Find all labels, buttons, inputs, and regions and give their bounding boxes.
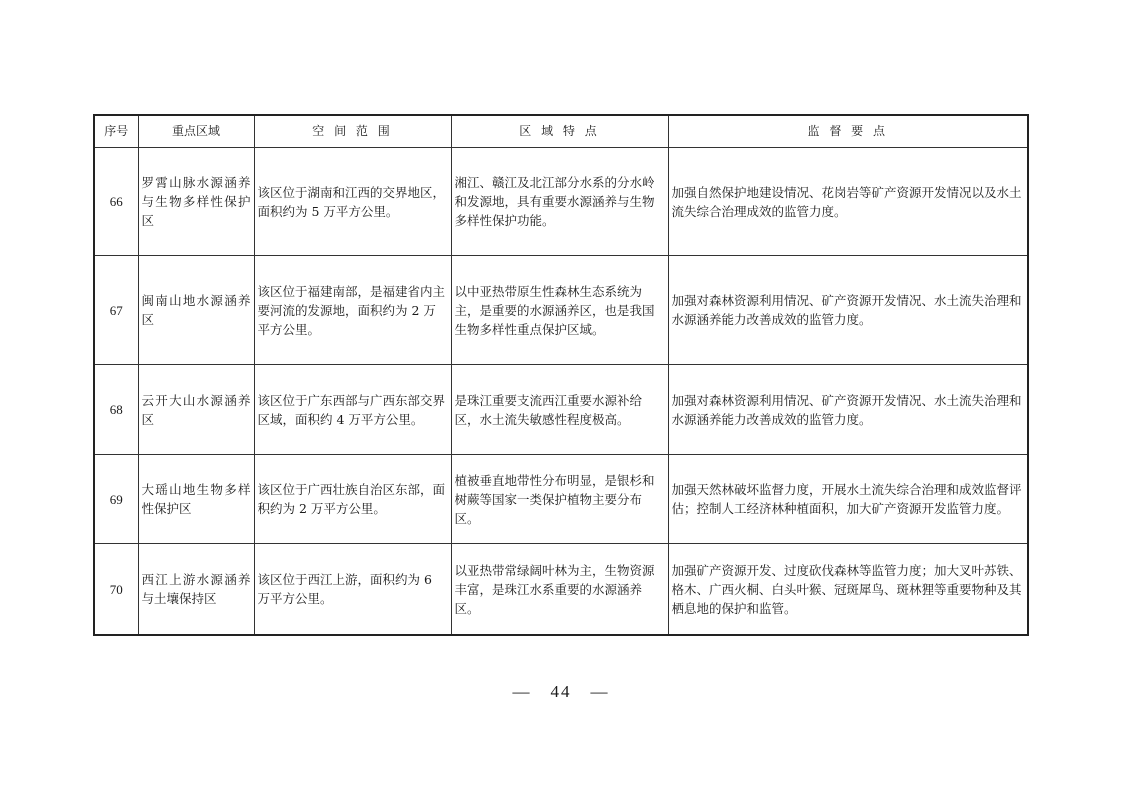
row-region: 闽南山地水源涵养区 [138, 256, 254, 365]
table-row [94, 544, 1028, 636]
row-index: 66 [94, 148, 138, 256]
table-row [94, 365, 1028, 455]
row-index: 67 [94, 256, 138, 365]
row-features: 是珠江重要支流西江重要水源补给区，水土流失敏感性程度极高。 [451, 365, 668, 455]
row-supervision: 加强对森林资源利用情况、矿产资源开发情况、水土流失治理和水源涵养能力改善成效的监管力度。 [668, 256, 1028, 365]
row-index: 68 [94, 365, 138, 455]
row-region: 大瑶山地生物多样性保护区 [138, 455, 254, 544]
row-scope: 该区位于西江上游，面积约为 6 万平方公里。 [254, 544, 451, 636]
row-region: 罗霄山脉水源涵养与生物多样性保护区 [138, 148, 254, 256]
page-number: — 44 — [512, 682, 610, 701]
header-region: 重点区域 [138, 115, 254, 148]
policy-table-container [93, 114, 1027, 636]
row-scope: 该区位于湖南和江西的交界地区，面积约为 5 万平方公里。 [254, 148, 451, 256]
table-row [94, 455, 1028, 544]
row-supervision: 加强自然保护地建设情况、花岗岩等矿产资源开发情况以及水土流失综合治理成效的监管力度。 [668, 148, 1028, 256]
row-index: 70 [94, 544, 138, 636]
row-features: 以亚热带常绿阔叶林为主，生物资源丰富，是珠江水系重要的水源涵养区。 [451, 544, 668, 636]
row-region: 西江上游水源涵养与土壤保持区 [138, 544, 254, 636]
header-supervision: 监 督 要 点 [668, 115, 1028, 148]
row-scope: 该区位于福建南部，是福建省内主要河流的发源地，面积约为 2 万平方公里。 [254, 256, 451, 365]
row-index: 69 [94, 455, 138, 544]
row-supervision: 加强天然林破坏监督力度，开展水土流失综合治理和成效监督评估；控制人工经济林种植面积，加大矿产资源开发监管力度。 [668, 455, 1028, 544]
row-region: 云开大山水源涵养区 [138, 365, 254, 455]
header-scope: 空 间 范 围 [254, 115, 451, 148]
table-row [94, 148, 1028, 256]
row-features: 植被垂直地带性分布明显，是银杉和树蕨等国家一类保护植物主要分布区。 [451, 455, 668, 544]
row-supervision: 加强对森林资源利用情况、矿产资源开发情况、水土流失治理和水源涵养能力改善成效的监管力度。 [668, 365, 1028, 455]
table-row [94, 256, 1028, 365]
key-regions-table [93, 114, 1029, 636]
row-scope: 该区位于广东西部与广西东部交界区域，面积约 4 万平方公里。 [254, 365, 451, 455]
row-supervision: 加强矿产资源开发、过度砍伐森林等监管力度；加大叉叶苏铁、格木、广西火桐、白头叶猴、冠斑犀鸟、斑林狸等重要物种及其栖息地的保护和监管。 [668, 544, 1028, 636]
row-features: 湘江、赣江及北江部分水系的分水岭和发源地，具有重要水源涵养与生物多样性保护功能。 [451, 148, 668, 256]
row-scope: 该区位于广西壮族自治区东部，面积约为 2 万平方公里。 [254, 455, 451, 544]
header-features: 区 域 特 点 [451, 115, 668, 148]
table-header-row [94, 115, 1028, 148]
row-features: 以中亚热带原生性森林生态系统为主，是重要的水源涵养区，也是我国生物多样性重点保护区域。 [451, 256, 668, 365]
header-index: 序号 [94, 115, 138, 148]
